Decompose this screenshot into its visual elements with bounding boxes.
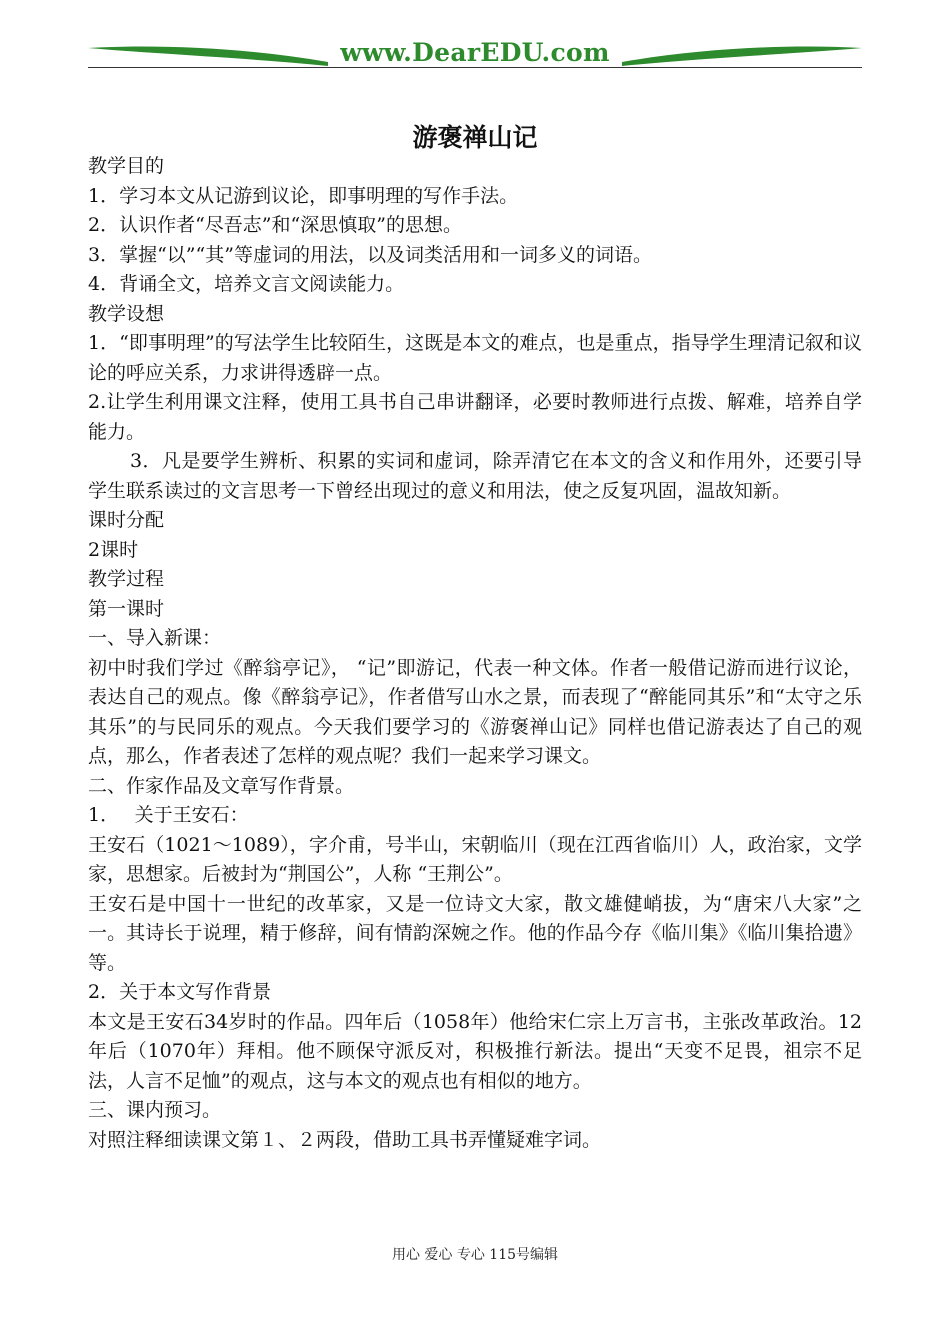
paragraph: 4．背诵全文，培养文言文阅读能力。 [88,273,405,295]
document-title: 游褒禅山记 [412,123,538,152]
section-heading: 教学过程 [88,568,165,590]
section-heading: 课时分配 [88,509,165,531]
site-logo-text: www.DearEDU.com [340,38,610,67]
paragraph: 1．“即事明理”的写法学生比较陌生，这既是本文的难点，也是重点，指导学生理清记叙和议论的呼应关系，力求讲得透辟一点。 [88,332,862,384]
section-heading: 二、作家作品及文章写作背景。 [88,774,355,797]
paragraph: 3．凡是要学生辨析、积累的实词和虚词，除弄清它在本文的含义和作用外，还要引导学生联系读过的文言思考一下曾经出现过的意义和用法，使之反复巩固，温故知新。 [88,450,862,502]
paragraph: 王安石（1021～1089），字介甫，号半山，宋朝临川（现在江西省临川）人，政治家，文学家，思想家。后被封为“荆国公”，人称 “王荆公”。 [88,833,862,885]
page-footer: 用心 爱心 专心 115号编辑 [391,1247,559,1263]
section-heading: 1． 关于王安石： [88,804,249,826]
paragraph: 2课时 [88,538,139,561]
paragraph: 本文是王安石34岁时的作品。四年后（1058年）他给宋仁宗上万言书，主张改革政治。12年后（1070年）拜相。他不顾保守派反对，积极推行新法。提出“天变不足畏，祖宗不足法，人言不足恤”的观点，这与本文的观点也有相似的地方。 [88,1010,862,1092]
header-divider [88,67,862,68]
section-heading: 三、课内预习。 [88,1099,222,1121]
paragraph: 初中时我们学过《醉翁亭记》， “记”即游记，代表一种文体。作者一般借记游而进行议论，表达自己的观点。像《醉翁亭记》，作者借写山水之景，而表现了“醉能同其乐”和“太守之乐其乐”的与民同乐的观点。今天我们要学习的《游褒禅山记》同样也借记游表达了自己的观点，那么，作者表述了怎样的观点呢？我们一起来学习课文。 [88,656,862,767]
paragraph: 1．学习本文从记游到议论，即事明理的写作手法。 [88,184,519,207]
paragraph: 王安石是中国十一世纪的改革家，又是一位诗文大家，散文雄健峭拔，为“唐宋八大家”之一。其诗长于说理，精于修辞，间有情韵深婉之作。他的作品今存《临川集》《临川集拾遗》等。 [88,892,862,974]
document-body [88,152,862,1155]
paragraph: 3．掌握“以”“其”等虚词的用法，以及词类活用和一词多义的词语。 [88,243,652,266]
section-heading: 教学目的 [88,155,165,177]
paragraph: 2.让学生利用课文注释，使用工具书自己串讲翻译，必要时教师进行点拨、解难，培养自学能力。 [88,391,862,443]
paragraph: 对照注释细读课文第１、２两段，借助工具书弄懂疑难字词。 [88,1128,602,1151]
paragraph: 2．认识作者“尽吾志”和“深思慎取”的思想。 [88,214,462,236]
section-heading: 一、导入新课： [88,627,222,649]
section-heading: 教学设想 [88,302,165,325]
section-heading: 第一课时 [88,597,165,620]
section-heading: 2．关于本文写作背景 [88,981,272,1003]
